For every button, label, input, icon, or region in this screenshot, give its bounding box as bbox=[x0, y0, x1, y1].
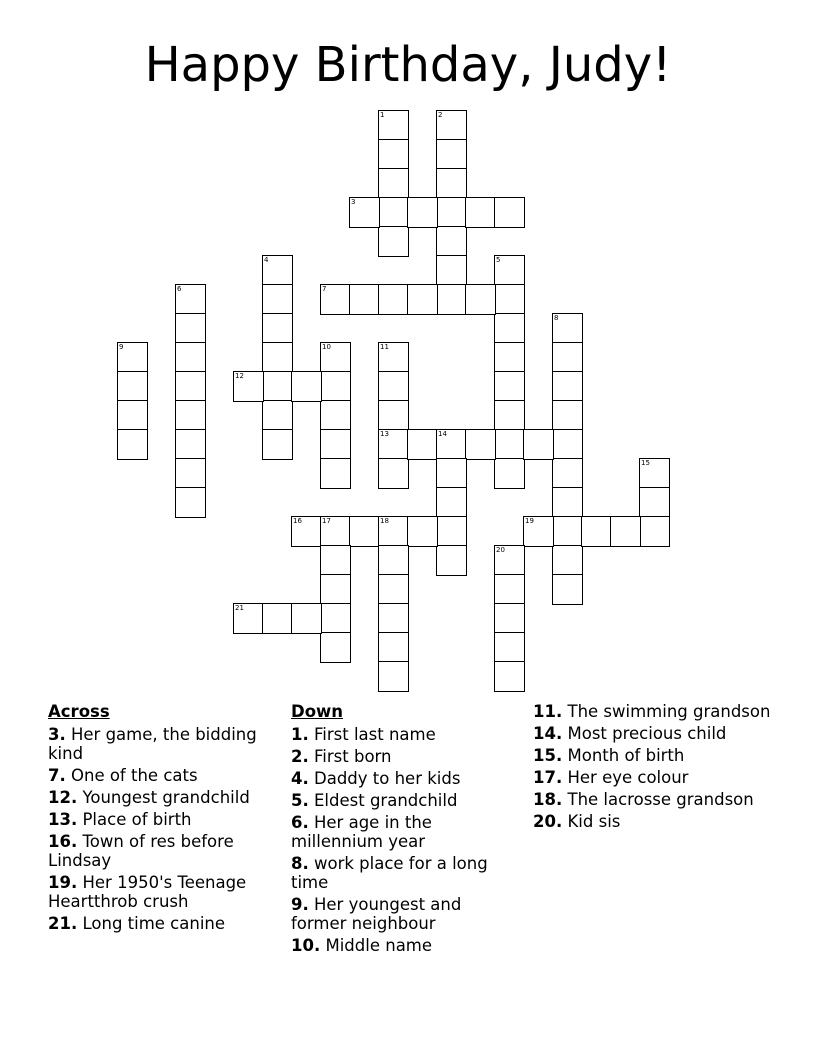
grid-cell[interactable] bbox=[378, 632, 409, 663]
grid-cell[interactable] bbox=[175, 371, 206, 402]
grid-cell[interactable] bbox=[436, 197, 467, 228]
clue-text: Her eye colour bbox=[567, 768, 689, 787]
across-clue bbox=[48, 832, 278, 870]
grid-cell[interactable] bbox=[378, 371, 409, 402]
clue-text: First last name bbox=[314, 725, 436, 744]
across-clue bbox=[48, 766, 278, 785]
clue-number: 18. bbox=[533, 790, 563, 809]
cell-number: 7 bbox=[322, 285, 327, 293]
clue-number: 13. bbox=[48, 810, 78, 829]
clue-text: Most precious child bbox=[567, 724, 727, 743]
clue-number: 20. bbox=[533, 812, 563, 831]
down-clue bbox=[291, 747, 516, 766]
clue-text: Kid sis bbox=[567, 812, 621, 831]
clue-number: 9. bbox=[291, 895, 309, 914]
down-clue bbox=[533, 790, 773, 809]
grid-cell[interactable] bbox=[262, 342, 293, 373]
grid-cell[interactable] bbox=[378, 168, 409, 199]
grid-cell[interactable] bbox=[320, 603, 351, 634]
clue-number: 21. bbox=[48, 914, 78, 933]
grid-cell[interactable] bbox=[175, 400, 206, 431]
grid-cell[interactable] bbox=[610, 516, 641, 547]
clue-number: 2. bbox=[291, 747, 309, 766]
grid-cell[interactable] bbox=[552, 313, 583, 344]
grid-cell[interactable] bbox=[523, 429, 554, 460]
grid-cell[interactable] bbox=[349, 284, 380, 315]
grid-cell[interactable] bbox=[233, 603, 264, 634]
clue-text: One of the cats bbox=[71, 766, 198, 785]
cell-number: 5 bbox=[496, 256, 501, 264]
cell-number: 18 bbox=[380, 517, 389, 525]
clue-text: Long time canine bbox=[82, 914, 226, 933]
grid-cell[interactable] bbox=[378, 400, 409, 431]
clue-text: First born bbox=[314, 747, 392, 766]
clue-number: 3. bbox=[48, 725, 66, 744]
grid-cell[interactable] bbox=[233, 371, 264, 402]
down-clue bbox=[291, 813, 516, 851]
grid-cell[interactable] bbox=[494, 197, 525, 228]
clue-number: 4. bbox=[291, 769, 309, 788]
grid-cell[interactable] bbox=[349, 516, 380, 547]
grid-cell[interactable] bbox=[378, 545, 409, 576]
cell-number: 1 bbox=[380, 111, 385, 119]
cell-number: 20 bbox=[496, 546, 505, 554]
clue-number: 12. bbox=[48, 788, 78, 807]
grid-cell[interactable] bbox=[378, 661, 409, 692]
grid-cell[interactable] bbox=[262, 400, 293, 431]
cell-number: 9 bbox=[119, 343, 124, 351]
grid-cell[interactable] bbox=[494, 458, 525, 489]
cell-number: 10 bbox=[322, 343, 331, 351]
grid-cell[interactable] bbox=[436, 429, 467, 460]
grid-cell[interactable] bbox=[320, 400, 351, 431]
grid-cell[interactable] bbox=[175, 429, 206, 460]
grid-cell[interactable] bbox=[552, 487, 583, 518]
grid-cell[interactable] bbox=[378, 574, 409, 605]
down-clue bbox=[291, 936, 516, 955]
grid-cell[interactable] bbox=[436, 487, 467, 518]
grid-cell[interactable] bbox=[117, 371, 148, 402]
grid-cell[interactable] bbox=[175, 458, 206, 489]
down-clue bbox=[291, 725, 516, 744]
grid-cell[interactable] bbox=[175, 313, 206, 344]
grid-cell[interactable] bbox=[320, 632, 351, 663]
grid-cell[interactable] bbox=[291, 371, 322, 402]
clue-text: Month of birth bbox=[567, 746, 685, 765]
across-clue bbox=[48, 788, 278, 807]
down-clue bbox=[291, 895, 516, 933]
clue-number: 15. bbox=[533, 746, 563, 765]
clue-text: Middle name bbox=[325, 936, 433, 955]
cell-number: 6 bbox=[177, 285, 182, 293]
grid-cell[interactable] bbox=[407, 429, 438, 460]
grid-cell[interactable] bbox=[523, 516, 554, 547]
grid-cell[interactable] bbox=[552, 400, 583, 431]
grid-cell[interactable] bbox=[262, 603, 293, 634]
cell-number: 14 bbox=[438, 430, 447, 438]
clue-number: 10. bbox=[291, 936, 321, 955]
across-clue bbox=[48, 914, 278, 933]
grid-cell[interactable] bbox=[349, 197, 380, 228]
grid-cell[interactable] bbox=[262, 255, 293, 286]
cell-number: 2 bbox=[438, 111, 443, 119]
clue-number: 11. bbox=[533, 702, 563, 721]
grid-cell[interactable] bbox=[175, 487, 206, 518]
grid-cell[interactable] bbox=[436, 226, 467, 257]
grid-cell[interactable] bbox=[117, 429, 148, 460]
grid-cell[interactable] bbox=[436, 284, 467, 315]
grid-cell[interactable] bbox=[378, 110, 409, 141]
grid-cell[interactable] bbox=[320, 458, 351, 489]
grid-cell[interactable] bbox=[262, 313, 293, 344]
clue-number: 5. bbox=[291, 791, 309, 810]
clue-text: Youngest grandchild bbox=[82, 788, 250, 807]
clue-text: Eldest grandchild bbox=[314, 791, 458, 810]
grid-cell[interactable] bbox=[320, 574, 351, 605]
grid-cell[interactable] bbox=[320, 371, 351, 402]
grid-cell[interactable] bbox=[378, 342, 409, 373]
grid-cell[interactable] bbox=[378, 458, 409, 489]
grid-cell[interactable] bbox=[494, 661, 525, 692]
grid-cell[interactable] bbox=[436, 255, 467, 286]
down-heading: Down bbox=[291, 702, 344, 721]
grid-cell[interactable] bbox=[436, 168, 467, 199]
grid-cell[interactable] bbox=[494, 603, 525, 634]
grid-cell[interactable] bbox=[378, 603, 409, 634]
grid-cell[interactable] bbox=[552, 574, 583, 605]
grid-cell[interactable] bbox=[494, 400, 525, 431]
across-clues bbox=[48, 702, 278, 936]
grid-cell[interactable] bbox=[407, 197, 438, 228]
grid-cell[interactable] bbox=[552, 429, 583, 460]
grid-cell[interactable] bbox=[552, 458, 583, 489]
across-clue bbox=[48, 873, 278, 911]
grid-cell[interactable] bbox=[552, 371, 583, 402]
down-clue bbox=[533, 724, 773, 743]
grid-cell[interactable] bbox=[407, 284, 438, 315]
down-clues bbox=[291, 702, 516, 958]
grid-cell[interactable] bbox=[320, 516, 351, 547]
grid-cell[interactable] bbox=[639, 458, 670, 489]
clue-text: Her age in the millennium year bbox=[291, 813, 432, 851]
clue-number: 1. bbox=[291, 725, 309, 744]
cell-number: 8 bbox=[554, 314, 559, 322]
grid-cell[interactable] bbox=[320, 342, 351, 373]
across-heading: Across bbox=[48, 702, 110, 721]
grid-cell[interactable] bbox=[465, 197, 496, 228]
clue-text: Her game, the bidding kind bbox=[48, 725, 257, 763]
clue-text: Daddy to her kids bbox=[314, 769, 461, 788]
clue-number: 17. bbox=[533, 768, 563, 787]
down-clue bbox=[291, 854, 516, 892]
grid-cell[interactable] bbox=[378, 226, 409, 257]
grid-cell[interactable] bbox=[378, 197, 409, 228]
grid-cell[interactable] bbox=[291, 603, 322, 634]
clue-text: The lacrosse grandson bbox=[567, 790, 754, 809]
down-clue bbox=[533, 812, 773, 831]
grid-cell[interactable] bbox=[465, 284, 496, 315]
across-clue bbox=[48, 810, 278, 829]
grid-cell[interactable] bbox=[117, 342, 148, 373]
cell-number: 21 bbox=[235, 604, 244, 612]
clue-number: 19. bbox=[48, 873, 78, 892]
grid-cell[interactable] bbox=[436, 516, 467, 547]
grid-cell[interactable] bbox=[117, 400, 148, 431]
grid-cell[interactable] bbox=[436, 139, 467, 170]
cell-number: 15 bbox=[641, 459, 650, 467]
grid-cell[interactable] bbox=[465, 429, 496, 460]
cell-number: 11 bbox=[380, 343, 389, 351]
grid-cell[interactable] bbox=[175, 284, 206, 315]
clue-number: 14. bbox=[533, 724, 563, 743]
grid-cell[interactable] bbox=[320, 284, 351, 315]
cell-number: 16 bbox=[293, 517, 302, 525]
grid-cell[interactable] bbox=[552, 545, 583, 576]
grid-cell[interactable] bbox=[378, 139, 409, 170]
clue-number: 7. bbox=[48, 766, 66, 785]
across-clue bbox=[48, 725, 278, 763]
cell-number: 12 bbox=[235, 372, 244, 380]
grid-cell[interactable] bbox=[378, 284, 409, 315]
grid-cell[interactable] bbox=[320, 545, 351, 576]
down-clue bbox=[533, 702, 773, 721]
grid-cell[interactable] bbox=[552, 342, 583, 373]
puzzle-title: Happy Birthday, Judy! bbox=[144, 37, 672, 93]
grid-cell[interactable] bbox=[494, 574, 525, 605]
grid-cell[interactable] bbox=[262, 429, 293, 460]
grid-cell[interactable] bbox=[175, 342, 206, 373]
clue-number: 16. bbox=[48, 832, 78, 851]
down-clues-continued bbox=[533, 702, 773, 834]
grid-cell[interactable] bbox=[291, 516, 322, 547]
cell-number: 19 bbox=[525, 517, 534, 525]
down-clue bbox=[533, 746, 773, 765]
cell-number: 3 bbox=[351, 198, 356, 206]
grid-cell[interactable] bbox=[436, 458, 467, 489]
down-clue bbox=[291, 791, 516, 810]
clue-text: Place of birth bbox=[82, 810, 192, 829]
clue-text: Her 1950's Teenage Heartthrob crush bbox=[48, 873, 247, 911]
grid-cell[interactable] bbox=[320, 429, 351, 460]
clue-number: 6. bbox=[291, 813, 309, 832]
grid-cell[interactable] bbox=[494, 632, 525, 663]
cell-number: 4 bbox=[264, 256, 269, 264]
grid-cell[interactable] bbox=[436, 110, 467, 141]
clue-text: Town of res before Lindsay bbox=[48, 832, 234, 870]
clue-text: Her youngest and former neighbour bbox=[291, 895, 462, 933]
grid-cell[interactable] bbox=[494, 255, 525, 286]
grid-cell[interactable] bbox=[262, 371, 293, 402]
down-clue bbox=[533, 768, 773, 787]
grid-cell[interactable] bbox=[639, 487, 670, 518]
grid-cell[interactable] bbox=[494, 429, 525, 460]
grid-cell[interactable] bbox=[639, 516, 670, 547]
grid-cell[interactable] bbox=[436, 545, 467, 576]
clue-text: work place for a long time bbox=[291, 854, 488, 892]
grid-cell[interactable] bbox=[494, 284, 525, 315]
down-clue bbox=[291, 769, 516, 788]
grid-cell[interactable] bbox=[494, 342, 525, 373]
grid-cell[interactable] bbox=[378, 429, 409, 460]
grid-cell[interactable] bbox=[494, 313, 525, 344]
grid-cell[interactable] bbox=[378, 516, 409, 547]
grid-cell[interactable] bbox=[262, 284, 293, 315]
grid-cell[interactable] bbox=[552, 516, 583, 547]
cell-number: 13 bbox=[380, 430, 389, 438]
clue-number: 8. bbox=[291, 854, 309, 873]
grid-cell[interactable] bbox=[494, 371, 525, 402]
clue-text: The swimming grandson bbox=[567, 702, 771, 721]
grid-cell[interactable] bbox=[407, 516, 438, 547]
cell-number: 17 bbox=[322, 517, 331, 525]
grid-cell[interactable] bbox=[494, 545, 525, 576]
grid-cell[interactable] bbox=[581, 516, 612, 547]
